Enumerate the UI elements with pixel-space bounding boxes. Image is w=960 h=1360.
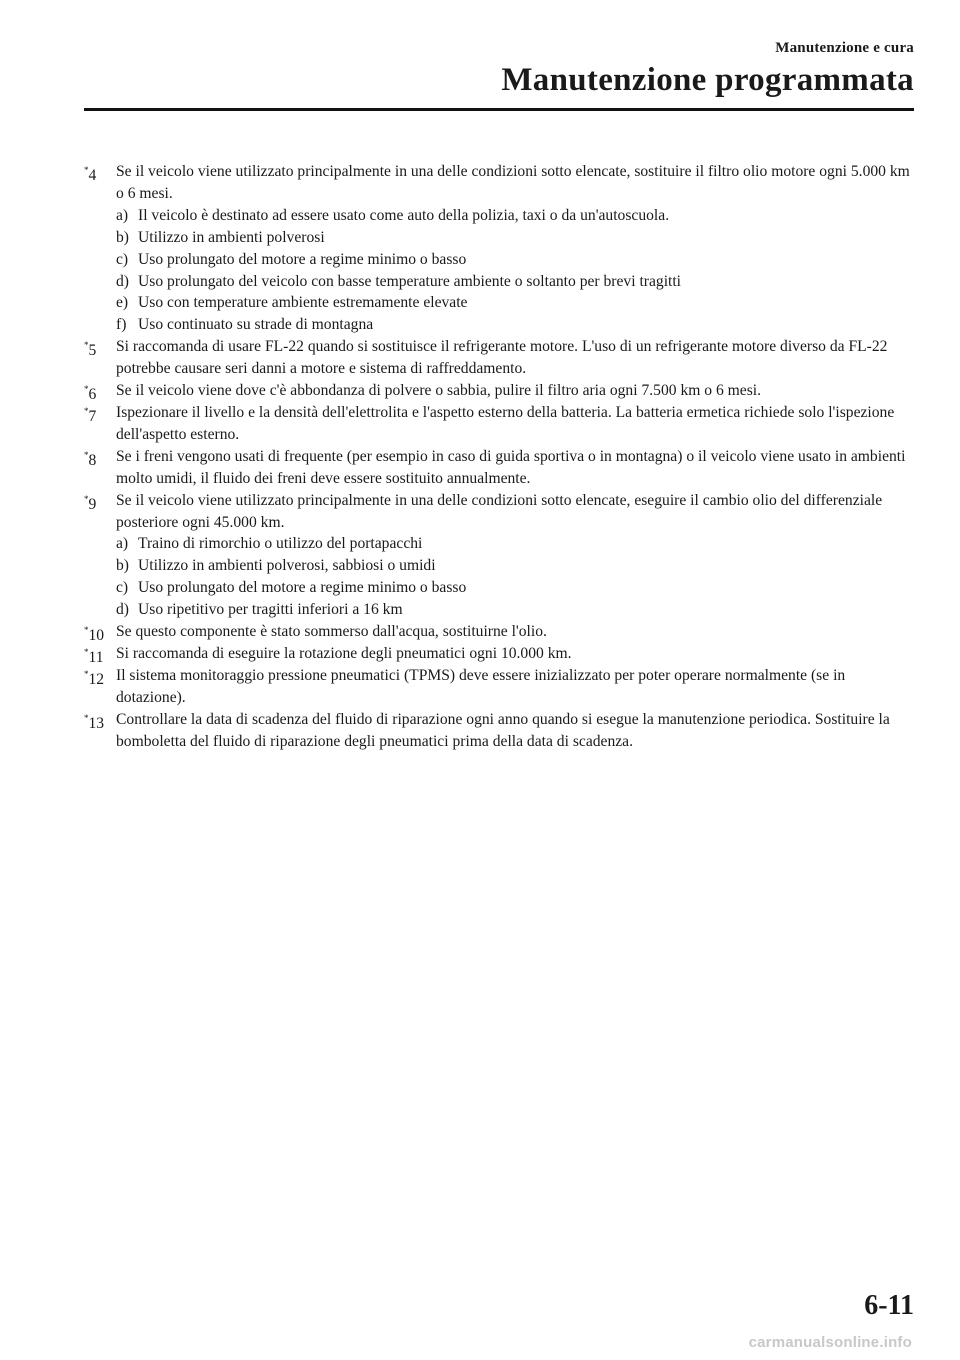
- footnote-number: 12: [88, 671, 105, 689]
- footnote-subitem: [116, 533, 914, 555]
- subitem-text: Uso con temperature ambiente estremamente elevate: [138, 294, 468, 312]
- footnote-subitem: [116, 249, 914, 271]
- footnote-asterisk: *: [84, 405, 89, 416]
- footnote-text: Se il veicolo viene utilizzato principalmente in una delle condizioni sotto elencate, eseguire il cambio olio del differenziale posteriore ogni 45.000 km.: [116, 491, 883, 531]
- subitem-label: c): [116, 579, 129, 597]
- header-divider: [84, 108, 914, 111]
- footnote-asterisk: *: [84, 625, 89, 636]
- footnote-asterisk: *: [84, 646, 89, 657]
- footnote-text: Se i freni vengono usati di frequente (per esempio in caso di guida sportiva o in montagna) o il veicolo viene usato in ambienti molto umidi, il fluido dei freni deve essere sostituito annualmente.: [116, 447, 906, 487]
- subitem-label: e): [116, 294, 129, 312]
- footnote-item: [84, 643, 914, 665]
- footnote-number: 10: [88, 627, 105, 645]
- footnote-item: [84, 709, 914, 753]
- footnote-number: 13: [88, 714, 105, 732]
- footnote-number: 4: [88, 167, 97, 185]
- subitem-text: Traino di rimorchio o utilizzo del portapacchi: [138, 535, 423, 553]
- footnote-item: [84, 161, 914, 336]
- subitem-text: Uso prolungato del motore a regime minimo o basso: [138, 250, 467, 268]
- footnote-text: Controllare la data di scadenza del fluido di riparazione ogni anno quando si esegue la manutenzione periodica. Sostituire la bomboletta del fluido di riparazione degli pneumatici prima della data di scadenza.: [116, 710, 890, 750]
- footnote-text: Si raccomanda di usare FL-22 quando si sostituisce il refrigerante motore. L'uso di un refrigerante motore diverso da FL-22 potrebbe causare seri danni a motore e sistema di raffreddamento.: [116, 338, 888, 378]
- footnote-item: [84, 621, 914, 643]
- footnote-item: [84, 665, 914, 709]
- subitem-label: a): [116, 535, 129, 553]
- footnote-number: 7: [88, 408, 97, 426]
- footnote-number: 6: [88, 386, 97, 404]
- footnote-asterisk: *: [84, 712, 89, 723]
- footnote-asterisk: *: [84, 165, 89, 175]
- footnote-asterisk: *: [84, 449, 89, 460]
- watermark-link[interactable]: carmanualsonline.info: [748, 1334, 912, 1351]
- footnote-item: [84, 446, 914, 490]
- footnote-subitem: [116, 599, 914, 621]
- footnote-subitem: [116, 205, 914, 227]
- subitem-text: Utilizzo in ambienti polverosi, sabbiosi o umidi: [138, 557, 436, 575]
- footnote-subitem: [116, 292, 914, 314]
- footnote-text: Si raccomanda di eseguire la rotazione degli pneumatici ogni 10.000 km.: [116, 644, 572, 662]
- footnote-number: 8: [88, 451, 97, 469]
- subitem-label: d): [116, 601, 129, 619]
- footnote-item: [84, 380, 914, 402]
- footnote-item: [84, 490, 914, 621]
- footnote-asterisk: *: [84, 384, 89, 395]
- footnote-text: Se il veicolo viene utilizzato principalmente in una delle condizioni sotto elencate, sostituire il filtro olio motore ogni 5.000 km o 6 mesi.: [116, 163, 910, 202]
- subitem-label: d): [116, 272, 129, 290]
- footnote-marker: [84, 336, 96, 362]
- subitem-text: Uso prolungato del veicolo con basse temperature ambiente o soltanto per brevi tragitti: [138, 272, 682, 290]
- subitem-text: Uso prolungato del motore a regime minimo o basso: [138, 579, 467, 597]
- subitem-label: c): [116, 250, 129, 268]
- footnote-number: 5: [88, 342, 97, 360]
- footnote-asterisk: *: [84, 493, 89, 504]
- subitem-label: b): [116, 228, 129, 246]
- subitem-label: a): [116, 206, 129, 224]
- footnote-marker: [84, 665, 104, 691]
- footnote-subitem: [116, 227, 914, 249]
- subitem-text: Uso ripetitivo per tragitti inferiori a 16 km: [138, 601, 403, 619]
- footnote-text: Il sistema monitoraggio pressione pneumatici (TPMS) deve essere inizializzato per poter operare normalmente (se in dotazione).: [116, 666, 846, 706]
- footnote-marker: [84, 402, 96, 428]
- footnote-marker: [84, 490, 96, 516]
- page-number: 6-11: [864, 1290, 914, 1321]
- subitem-text: Utilizzo in ambienti polverosi: [138, 228, 325, 246]
- section-label: Manutenzione e cura: [775, 40, 914, 56]
- subitem-label: f): [116, 316, 127, 334]
- subitem-text: Il veicolo è destinato ad essere usato come auto della polizia, taxi o da un'autoscuola.: [138, 206, 670, 224]
- footnote-number: 9: [88, 495, 97, 513]
- subitem-text: Uso continuato su strade di montagna: [138, 316, 374, 334]
- footnote-marker: [84, 161, 96, 187]
- footnote-text: Ispezionare il livello e la densità dell'elettrolita e l'aspetto esterno della batteria. La batteria ermetica richiede solo l'ispezione dell'aspetto esterno.: [116, 403, 895, 443]
- footnote-number: 11: [88, 649, 104, 667]
- footnote-item: [84, 402, 914, 446]
- page-title: Manutenzione programmata: [501, 62, 914, 98]
- subitem-label: b): [116, 557, 129, 575]
- footnote-subitem: [116, 271, 914, 293]
- footnote-subitem: [116, 555, 914, 577]
- footnote-subitem: [116, 314, 914, 336]
- footnote-item: [84, 336, 914, 380]
- footnote-asterisk: *: [84, 668, 89, 679]
- footnote-list: [84, 161, 914, 752]
- footnote-text: Se il veicolo viene dove c'è abbondanza di polvere o sabbia, pulire il filtro aria ogni 7.500 km o 6 mesi.: [116, 382, 762, 400]
- footnote-marker: [84, 709, 104, 735]
- footnote-marker: [84, 446, 96, 472]
- footnote-asterisk: *: [84, 340, 89, 351]
- footnote-subitem: [116, 577, 914, 599]
- footnote-text: Se questo componente è stato sommerso dall'acqua, sostituirne l'olio.: [116, 623, 547, 641]
